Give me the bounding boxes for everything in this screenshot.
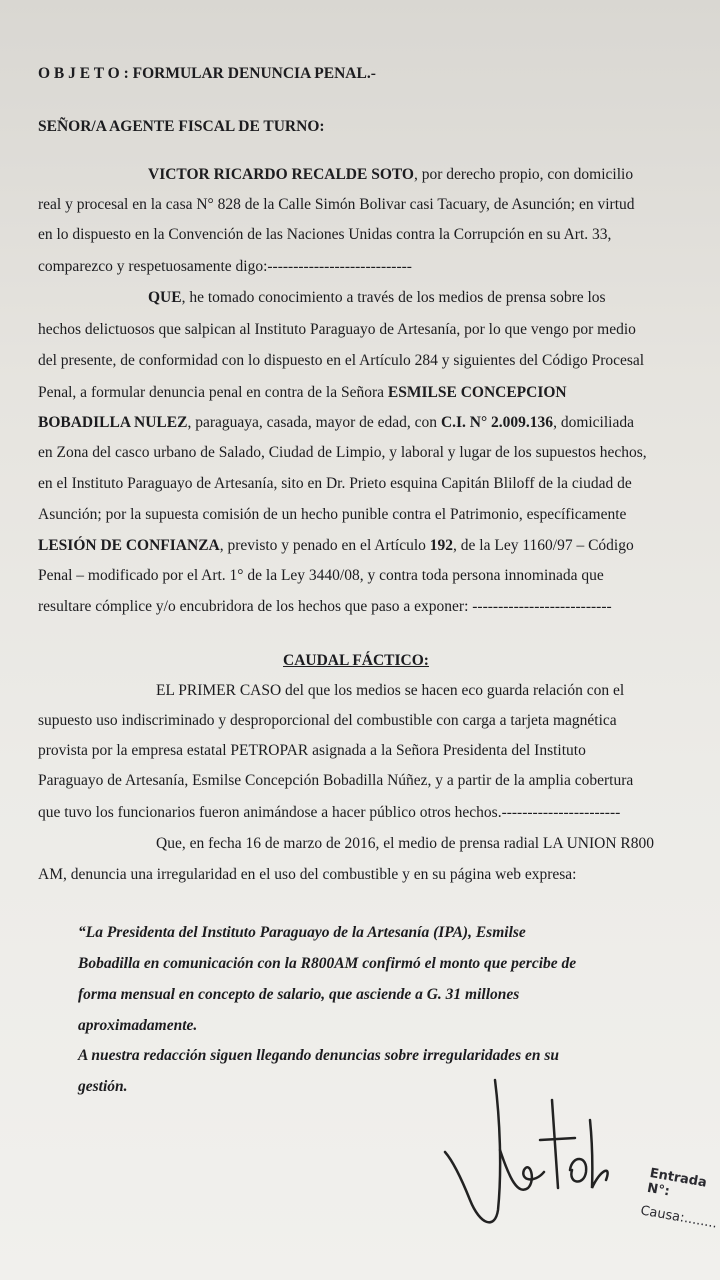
quote-line-4: aproximadamente. (78, 1017, 198, 1034)
que-text-9b: , previsto y penado en el Artículo (219, 537, 430, 554)
complainant-name: VICTOR RICARDO RECALDE SOTO (148, 166, 414, 183)
que-line-9 (38, 536, 634, 556)
offense-name: LESIÓN DE CONFIANZA (38, 537, 220, 554)
que-line-7: en el Instituto Paraguayo de Artesanía, sito en Dr. Prieto esquina Capitán Bliloff de la ciudad de (38, 475, 632, 492)
que-line-5 (38, 413, 634, 433)
caudal-p1-line-4: Paraguayo de Artesanía, Esmilse Concepción Bobadilla Núñez, y a partir de la amplia cobertura (38, 772, 634, 789)
causa-stamp: Causa:........ (639, 1203, 719, 1232)
que-line-2: hechos delictuosos que salpican al Instituto Paraguayo de Artesanía, por lo que vengo por medio (38, 321, 636, 338)
que-text-5d: , domiciliada (553, 414, 634, 431)
caudal-heading: CAUDAL FÁCTICO: (283, 652, 429, 669)
caudal-p1-line-2: supuesto uso indiscriminado y desproporcional del combustible con carga a tarjeta magnética (38, 712, 617, 729)
addressee-line: SEÑOR/A AGENTE FISCAL DE TURNO: (38, 118, 325, 135)
intro-line-3: en lo dispuesto en la Convención de las Naciones Unidas contra la Corrupción en su Art. 33, (38, 226, 612, 243)
que-line-11: resultare cómplice y/o encubridora de los hechos que paso a exponer: --------------------------- (38, 598, 612, 615)
que-text-9d: , de la Ley 1160/97 – Código (453, 537, 634, 554)
intro-text-1: , por derecho propio, con domicilio (414, 166, 634, 183)
quote-line-1: “La Presidenta del Instituto Paraguayo de la Artesanía (IPA), Esmilse (78, 924, 526, 941)
handwritten-signature (440, 1060, 640, 1240)
quote-line-2: Bobadilla en comunicación con la R800AM confirmó el monto que percibe de (78, 955, 577, 972)
caudal-p1-line-3: provista por la empresa estatal PETROPAR asignada a la Señora Presidenta del Instituto (38, 742, 586, 759)
que-lead: QUE (148, 289, 182, 306)
intro-line-1 (148, 165, 633, 185)
que-line-1 (148, 288, 606, 308)
quote-line-6: gestión. (78, 1078, 128, 1095)
que-line-8: Asunción; por la supuesta comisión de un hecho punible contra el Patrimonio, específicamente (38, 506, 627, 523)
caudal-p2-line-1: Que, en fecha 16 de marzo de 2016, el medio de prensa radial LA UNION R800 (156, 835, 654, 852)
que-line-6: en Zona del casco urbano de Salado, Ciudad de Limpio, y laboral y lugar de los supuestos hechos, (38, 444, 647, 461)
article-number: 192 (429, 537, 454, 554)
que-line-10: Penal – modificado por el Art. 1° de la Ley 3440/08, y contra toda persona innominada que (38, 567, 604, 584)
caudal-p1-line-1: EL PRIMER CASO del que los medios se hacen eco guarda relación con el (156, 682, 625, 699)
que-text-1: , he tomado conocimiento a través de los medios de prensa sobre los (181, 289, 606, 306)
caudal-p2-line-2: AM, denuncia una irregularidad en el uso del combustible y en su página web expresa: (38, 866, 577, 883)
que-line-3: del presente, de conformidad con lo dispuesto en el Artículo 284 y siguientes del Código Procesal (38, 352, 645, 369)
intro-line-2: real y procesal en la casa N° 828 de la Calle Simón Bolivar casi Tacuary, de Asunción; en virtud (38, 196, 635, 213)
quote-line-3: forma mensual en concepto de salario, que asciende a G. 31 millones (78, 986, 520, 1003)
que-text-5b: , paraguaya, casada, mayor de edad, con (187, 414, 441, 431)
caudal-p1-line-5: que tuvo los funcionarios fueron animándose a hacer público otros hechos.----------------------- (38, 804, 621, 821)
accused-name-1: ESMILSE CONCEPCION (387, 384, 567, 401)
intro-line-4: comparezco y respetuosamente digo:---------------------------- (38, 258, 412, 275)
accused-name-2: BOBADILLA NULEZ (38, 414, 188, 431)
que-text-4a: Penal, a formular denuncia penal en contra de la Señora (38, 384, 388, 401)
entrada-stamp: Entrada N°: (645, 1165, 708, 1200)
objeto-line: O B J E T O : FORMULAR DENUNCIA PENAL.- (38, 65, 376, 82)
quote-line-5: A nuestra redacción siguen llegando denuncias sobre irregularidades en su (78, 1047, 559, 1064)
accused-id: C.I. N° 2.009.136 (440, 414, 554, 431)
que-line-4 (38, 383, 567, 403)
